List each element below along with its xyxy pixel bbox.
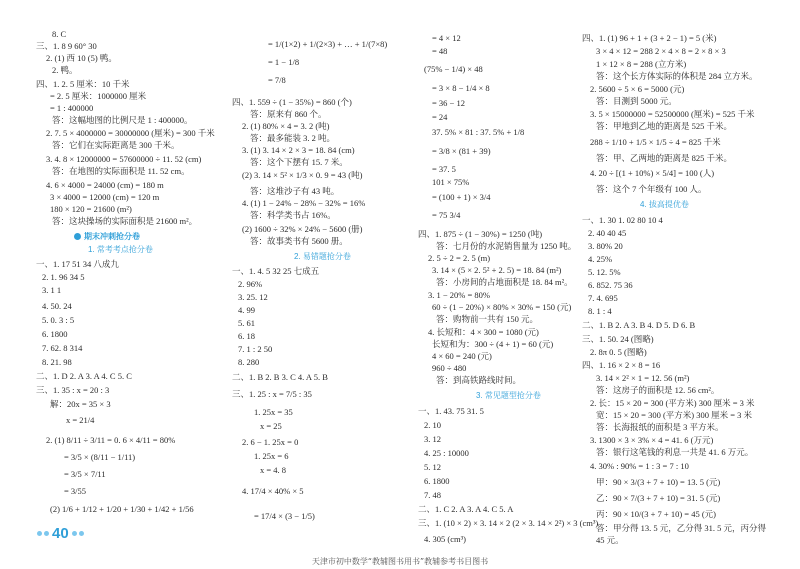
answer-line: 答：长海报纸的面积是 3 平方米。 (596, 422, 724, 432)
answer-line: 二、1. D 2. A 3. A 4. C 5. C (36, 371, 132, 381)
answer-line: 答：这块操场的实际面积是 21600 m²。 (52, 216, 198, 226)
answer-line: 2. 96% (238, 279, 263, 289)
subsection-heading: 1. 常考考点抢分卷 (88, 245, 153, 254)
answer-line: 答：甲地到乙地的距离是 525 千米。 (596, 121, 733, 131)
answer-line: 2. 6 − 1. 25x = 0 (242, 437, 299, 447)
answer-line: 3. 4. 8 × 12000000 = 57600000 ÷ 11. 52 (cm) (46, 154, 202, 164)
answer-line: 2. (1) 8/11 ÷ 3/11 = 0. 6 × 4/11 = 80% (46, 435, 176, 445)
answer-line: 1. 25x = 35 (254, 407, 293, 417)
answer-line: 5. 0. 3 : 5 (42, 315, 75, 325)
answer-line: 答：甲分得 13. 5 元，乙分得 31. 5 元，丙分得 (596, 523, 767, 533)
answer-line: 答：这房子的面积是 12. 56 cm²。 (596, 385, 720, 395)
answer-line: 8. C (52, 29, 67, 39)
section-heading (74, 233, 140, 241)
page-number: 40 (52, 524, 69, 542)
answer-line: 答：这个下摆有 15. 7 米。 (250, 157, 348, 167)
answer-line: 3. 14 × 2² × 1 = 12. 56 (m²) (596, 373, 690, 383)
answer-line: 4. 17/4 × 40% × 5 (242, 486, 304, 496)
answer-line: 答：故事类书有 5600 册。 (250, 236, 348, 246)
answer-line: 2. 1. 96 34 5 (42, 272, 85, 282)
answer-line: 三、1. 25 : x = 7/5 : 35 (232, 389, 312, 399)
answer-line: 8. 1 : 4 (588, 306, 612, 316)
answer-line: 5. 12. 5% (588, 267, 621, 277)
subsection-heading: 4. 拔高提优卷 (640, 200, 689, 209)
answer-line: 45 元。 (596, 535, 624, 545)
answer-line: 4. 6 × 4000 = 24000 (cm) = 180 m (46, 180, 164, 190)
decorative-dot-icon (79, 531, 84, 536)
answer-line: = 4 × 12 (432, 33, 461, 43)
page-number-badge (36, 525, 85, 541)
answer-line: 60 ÷ (1 − 20%) × 80% × 30% = 150 (元) (432, 302, 572, 312)
answer-line: 3. 1 1 (42, 285, 62, 295)
subsection-heading: 2. 易错题抢分卷 (294, 252, 351, 261)
answer-line: 4. (1) 1 − 24% − 28% − 32% = 16% (242, 198, 366, 208)
answer-line: 3. 5 × 15000000 = 52500000 (厘米) = 525 千米 (590, 109, 755, 119)
answer-line: 960 ÷ 480 (432, 363, 467, 373)
answer-line: 三、1. 35 : x = 20 : 3 (36, 385, 110, 395)
answer-line: 答：甲、乙两地的距离是 825 千米。 (596, 153, 733, 163)
answer-line: 2. (1) 80% × 4 = 3. 2 (吨) (242, 121, 330, 131)
answer-line: 答：小房间的占地面积是 18. 84 m²。 (436, 277, 573, 287)
answer-line: 3. 80% 20 (588, 241, 623, 251)
decorative-dot-icon (72, 531, 77, 536)
answer-line: 答：这堆沙子有 43 吨。 (250, 186, 340, 196)
answer-line: 一、1. 30 1. 02 80 10 4 (582, 215, 663, 225)
decorative-dot-icon (44, 531, 49, 536)
answer-line: = 3/55 (64, 486, 87, 496)
answer-line: 288 ÷ 1/10 + 1/5 × 1/5 ÷ 4 = 825 千米 (590, 137, 721, 147)
answer-line: 3. 1 − 20% = 80% (428, 290, 490, 300)
answer-line: = (100 + 1) × 3/4 (432, 192, 491, 202)
answer-line: 5. 12 (424, 462, 441, 472)
answer-line: 1. 25x = 6 (254, 451, 289, 461)
answer-line: 三、1. 8 9 60° 30 (36, 41, 97, 51)
answer-line: 三、1. (10 × 2) × 3. 14 × 2 (2 × 3. 14 × 2²) × 3 (cm³) (418, 518, 599, 528)
answer-line: = 17/4 × (3 − 1/5) (254, 511, 315, 521)
answer-line: 二、1. C 2. A 3. A 4. C 5. A (418, 504, 514, 514)
answer-line: x = 4. 8 (260, 465, 287, 475)
answer-line: = 3 × 8 − 1/4 × 8 (432, 83, 490, 93)
answer-line: 3. 12 (424, 434, 441, 444)
answer-line: = 75 3/4 (432, 210, 461, 220)
answer-line: (2) 1/6 + 1/12 + 1/20 + 1/30 + 1/42 + 1/56 (50, 504, 194, 514)
answer-line: = 3/5 × 7/11 (64, 469, 106, 479)
answer-line: 101 × 75% (432, 177, 470, 187)
answer-line: 8. 21. 98 (42, 357, 72, 367)
answer-line: 一、1. 43. 75 31. 5 (418, 406, 484, 416)
answer-line: = 24 (432, 112, 448, 122)
answer-line: 四、1. 875 ÷ (1 − 30%) = 1250 (吨) (418, 229, 543, 239)
answer-line: 3. 14 × (5 × 2. 5² + 2. 5) = 18. 84 (m²) (432, 265, 562, 275)
answer-line: = 36 − 12 (432, 98, 465, 108)
answer-line: 7. 48 (424, 490, 441, 500)
answer-line: 答：这个 7 个年级有 100 人。 (596, 184, 707, 194)
answer-line: 四、1. (1) 96 + 1 + (3 + 2 − 1) = 5 (米) (582, 33, 717, 43)
answer-line: 2. 40 40 45 (588, 228, 627, 238)
answer-line: 答：最多能装 3. 2 吨。 (250, 133, 336, 143)
answer-line: = 1/(1×2) + 1/(2×3) + … + 1/(7×8) (268, 39, 388, 49)
answer-line: 4. 长短和：4 × 300 = 1080 (元) (428, 327, 539, 337)
answer-line: 4. 99 (238, 305, 255, 315)
answer-line: 1 × 12 × 8 = 288 (立方米) (596, 59, 687, 69)
answer-line: 答：在地图的实际面积是 11. 52 cm。 (52, 166, 190, 176)
answer-line: 7. 62. 8 314 (42, 343, 83, 353)
answer-line: 3 × 4 × 12 = 288 2 × 4 × 8 = 2 × 8 × 3 (596, 46, 726, 56)
subsection-heading: 3. 常见题型抢分卷 (476, 391, 541, 400)
answer-line: = 3/8 × (81 + 39) (432, 146, 491, 156)
answer-line: = 37. 5 (432, 164, 456, 174)
answer-line: 2. 鸭。 (52, 65, 78, 75)
answer-line: 6. 852. 75 36 (588, 280, 633, 290)
page-footer: 天津市初中数学“教辅图书用书”教辅参考书目图书 (311, 557, 489, 566)
answer-line: 乙：90 × 7/(3 + 7 + 10) = 31. 5 (元) (596, 493, 721, 503)
answer-line: 答：购物前一共有 150 元。 (436, 314, 539, 324)
answer-line: = 48 (432, 46, 448, 56)
answer-line: 7. 4. 695 (588, 293, 618, 303)
answer-line: 答：目测到 5000 元。 (596, 96, 677, 106)
answer-line: 2. 5 ÷ 2 = 2. 5 (m) (428, 253, 491, 263)
answer-line: 答：到高铁路线时间。 (436, 375, 522, 385)
answer-line: 2. (1) 西 10 (5) 鸭。 (46, 53, 117, 63)
answer-line: 6. 18 (238, 331, 255, 341)
answer-line: 3. 1300 × 3 × 3% × 4 = 41. 6 (万元) (590, 435, 714, 445)
answer-line: 180 × 120 = 21600 (m²) (50, 204, 132, 214)
section-bullet-icon (74, 233, 81, 240)
answer-line: x = 25 (260, 421, 282, 431)
answer-line: 2. 5600 ÷ 5 × 6 = 5000 (元) (590, 84, 685, 94)
answer-line: 四、1. 2. 5 厘米：10 千米 (36, 79, 130, 89)
answer-line: 答：这幅地图的比例尺是 1 : 400000。 (52, 115, 193, 125)
answer-line: 4. 20 ÷ [(1 + 10%) × 5/4] = 100 (人) (590, 168, 715, 178)
answer-line: 一、1. 17 51 34 八成九 (36, 259, 119, 269)
answer-line: 37. 5% × 81 : 37. 5% + 1/8 (432, 127, 525, 137)
answer-line: 二、1. B 2. B 3. C 4. A 5. B (232, 372, 328, 382)
answer-line: (2) 3. 14 × 5² × 1/3 × 0. 9 = 43 (吨) (242, 170, 363, 180)
answer-line: 3. 25. 12 (238, 292, 268, 302)
answer-line: 4. 305 (cm³) (424, 534, 466, 544)
answer-line: 宽：15 × 20 = 300 (平方米) 300 厘米 = 3 米 (596, 410, 753, 420)
answer-line: 解：20x = 35 × 3 (50, 399, 111, 409)
answer-line: 答：科学类书占 16%。 (250, 210, 336, 220)
answer-line: 2. 8π 0. 5 (图略) (590, 347, 647, 357)
answer-line: 4. 30% : 90% = 1 : 3 = 7 : 10 (590, 461, 689, 471)
answer-line: = 2. 5 厘米：1000000 厘米 (50, 91, 147, 101)
answer-line: 答：这个长方体实际的体积是 284 立方米。 (596, 71, 758, 81)
answer-line: 丙：90 × 10/(3 + 7 + 10) = 45 (元) (596, 509, 716, 519)
answer-line: 长短和为：300 ÷ (4 + 1) = 60 (元) (432, 339, 554, 349)
answer-line: 3 × 4000 = 12000 (cm) = 120 m (50, 192, 160, 202)
answer-line: = 7/8 (268, 75, 286, 85)
answer-line: 甲：90 × 3/(3 + 7 + 10) = 13. 5 (元) (596, 477, 721, 487)
answer-line: (2) 1600 ÷ 32% × 24% − 5600 (册) (242, 224, 363, 234)
answer-line: 三、1. 50. 24 (图略) (582, 334, 654, 344)
answer-line: 4 × 60 = 240 (元) (432, 351, 492, 361)
answer-line: 4. 25% (588, 254, 613, 264)
answer-line: 2. 10 (424, 420, 441, 430)
decorative-dot-icon (37, 531, 42, 536)
answer-line: 8. 280 (238, 357, 260, 367)
answer-line: 一、1. 4. 5 32 25 七成五 (232, 266, 320, 276)
answer-line: 四、1. 559 ÷ (1 − 35%) = 860 (个) (232, 97, 352, 107)
answer-line: 5. 61 (238, 318, 255, 328)
answer-line: 答：七月份的水泥销售量为 1250 吨。 (436, 241, 577, 251)
answer-line: x = 21/4 (66, 415, 95, 425)
answer-line: 答：银行这笔钱的利息一共是 41. 6 万元。 (596, 447, 754, 457)
answer-line: 二、1. B 2. A 3. B 4. D 5. D 6. B (582, 320, 696, 330)
answer-line: 6. 1800 (42, 329, 68, 339)
answer-line: 答：原来有 860 个。 (250, 109, 327, 119)
answer-line: = 1 − 1/8 (268, 57, 300, 67)
answer-line: 4. 50. 24 (42, 301, 72, 311)
section-title: 期末冲刺抢分卷 (84, 232, 140, 241)
answer-line: 2. 长：15 × 20 = 300 (平方米) 300 厘米 = 3 米 (590, 398, 755, 408)
answer-line: = 3/5 × (8/11 − 1/11) (64, 452, 136, 462)
answer-line: = 1 : 400000 (50, 103, 94, 113)
answer-line: 6. 1800 (424, 476, 450, 486)
answer-line: 7. 1 : 2 50 (238, 344, 273, 354)
answer-line: 答：它们在实际距离是 300 千米。 (52, 140, 180, 150)
answer-line: (75% − 1/4) × 48 (424, 64, 483, 74)
answer-line: 3. (1) 3. 14 × 2 × 3 = 18. 84 (cm) (242, 145, 355, 155)
answer-line: 2. 7. 5 × 4000000 = 30000000 (厘米) = 300 千米 (46, 128, 215, 138)
answer-line: 四、1. 16 × 2 × 8 = 16 (582, 360, 661, 370)
answer-line: 4. 25 : 10000 (424, 448, 469, 458)
